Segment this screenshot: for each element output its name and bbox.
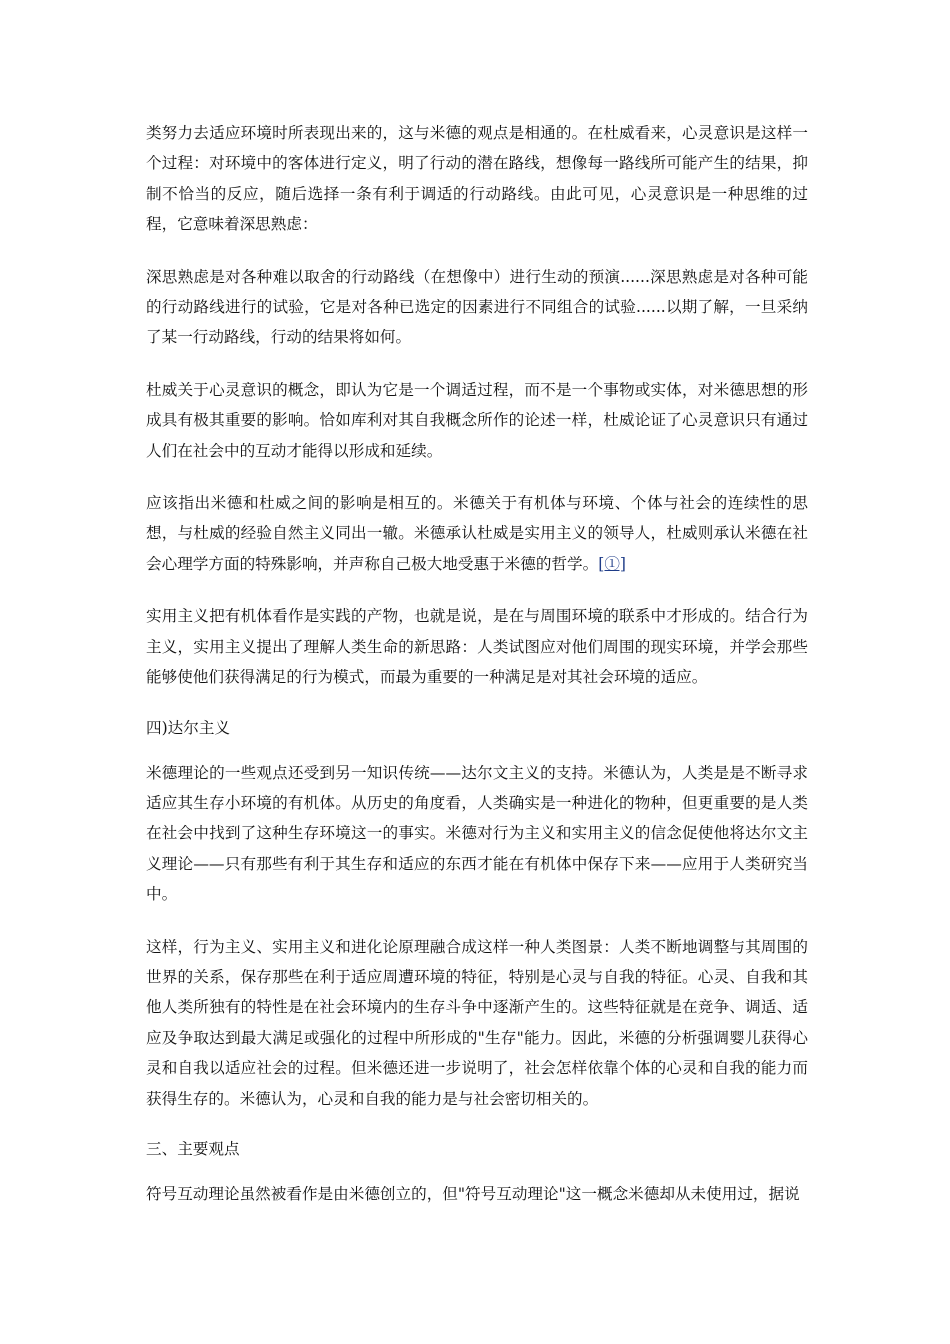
paragraph-mutual-influence-text: 应该指出米德和杜威之间的影响是相互的。米德关于有机体与环境、个体与社会的连续性的思想，与杜威的经验自然主义同出一辙。米德承认杜威是实用主义的领导人，杜威则承认米德在社会心理学方面的特殊影响，并声称自己极大地受惠于米德的哲学。 <box>146 494 808 573</box>
paragraph-symbolic-interaction: 符号互动理论虽然被看作是由米德创立的，但"符号互动理论"这一概念米德却从未使用过，据说 <box>146 1184 800 1203</box>
paragraph-darwinism: 米德理论的一些观点还受到另一知识传统——达尔文主义的支持。米德认为，人类是是不断寻求适应其生存小环境的有机体。从历史的角度看，人类确实是一种进化的物种，但更重要的是人类在社会中找到了这种生存环境这一的事实。米德对行为主义和实用主义的信念促使他将达尔文主义理论——只有那些有利于其生存和适应的东西才能在有机体中保存下来——应用于人类研究当中。 <box>146 763 808 904</box>
paragraph-pragmatism: 实用主义把有机体看作是实践的产物，也就是说，是在与周围环境的联系中才形成的。结合行为主义，实用主义提出了理解人类生命的新思路：人类试图应对他们周围的现实环境，并学会那些能够使他们获得满足的行为模式，而最为重要的一种满足是对其社会环境的适应。 <box>146 607 808 687</box>
document-page <box>146 118 808 1231</box>
paragraph-dewey-mind: 类努力去适应环境时所表现出来的，这与米德的观点是相通的。在杜威看来，心灵意识是这样一个过程：对环境中的客体进行定义，明了行动的潜在路线，想像每一路线所可能产生的结果，抑制不恰当的反应，随后选择一条有利于调适的行动路线。由此可见，心灵意识是一种思维的过程，它意味着深思熟虑： <box>146 124 808 234</box>
footnote-link[interactable]: [①] <box>598 554 626 573</box>
section-heading-darwinism: 四)达尔主义 <box>146 718 231 737</box>
section-heading-main-views: 三、主要观点 <box>146 1139 240 1158</box>
paragraph-mutual-influence <box>146 488 808 579</box>
quote-deliberation: 深思熟虑是对各种难以取舍的行动路线（在想像中）进行生动的预演......深思熟虑是对各种可能的行动路线进行的试验，它是对各种已选定的因素进行不同组合的试验......以期了解，一旦采纳了某一行动路线，行动的结果将如何。 <box>146 267 808 347</box>
paragraph-dewey-influence: 杜威关于心灵意识的概念，即认为它是一个调适过程，而不是一个事物或实体，对米德思想的形成具有极其重要的影响。恰如库利对其自我概念所作的论述一样，杜威论证了心灵意识只有通过人们在社会中的互动才能得以形成和延续。 <box>146 380 808 460</box>
paragraph-synthesis: 这样，行为主义、实用主义和进化论原理融合成这样一种人类图景：人类不断地调整与其周围的世界的关系，保存那些在利于适应周遭环境的特征，特别是心灵与自我的特征。心灵、自我和其他人类所独有的特性是在社会环境内的生存斗争中逐渐产生的。这些特征就是在竞争、调适、适应及争取达到最大满足或强化的过程中所形成的"生存"能力。因此，米德的分析强调婴儿获得心灵和自我以适应社会的过程。但米德还进一步说明了，社会怎样依靠个体的心灵和自我的能力而获得生存的。米德认为，心灵和自我的能力是与社会密切相关的。 <box>146 937 808 1108</box>
